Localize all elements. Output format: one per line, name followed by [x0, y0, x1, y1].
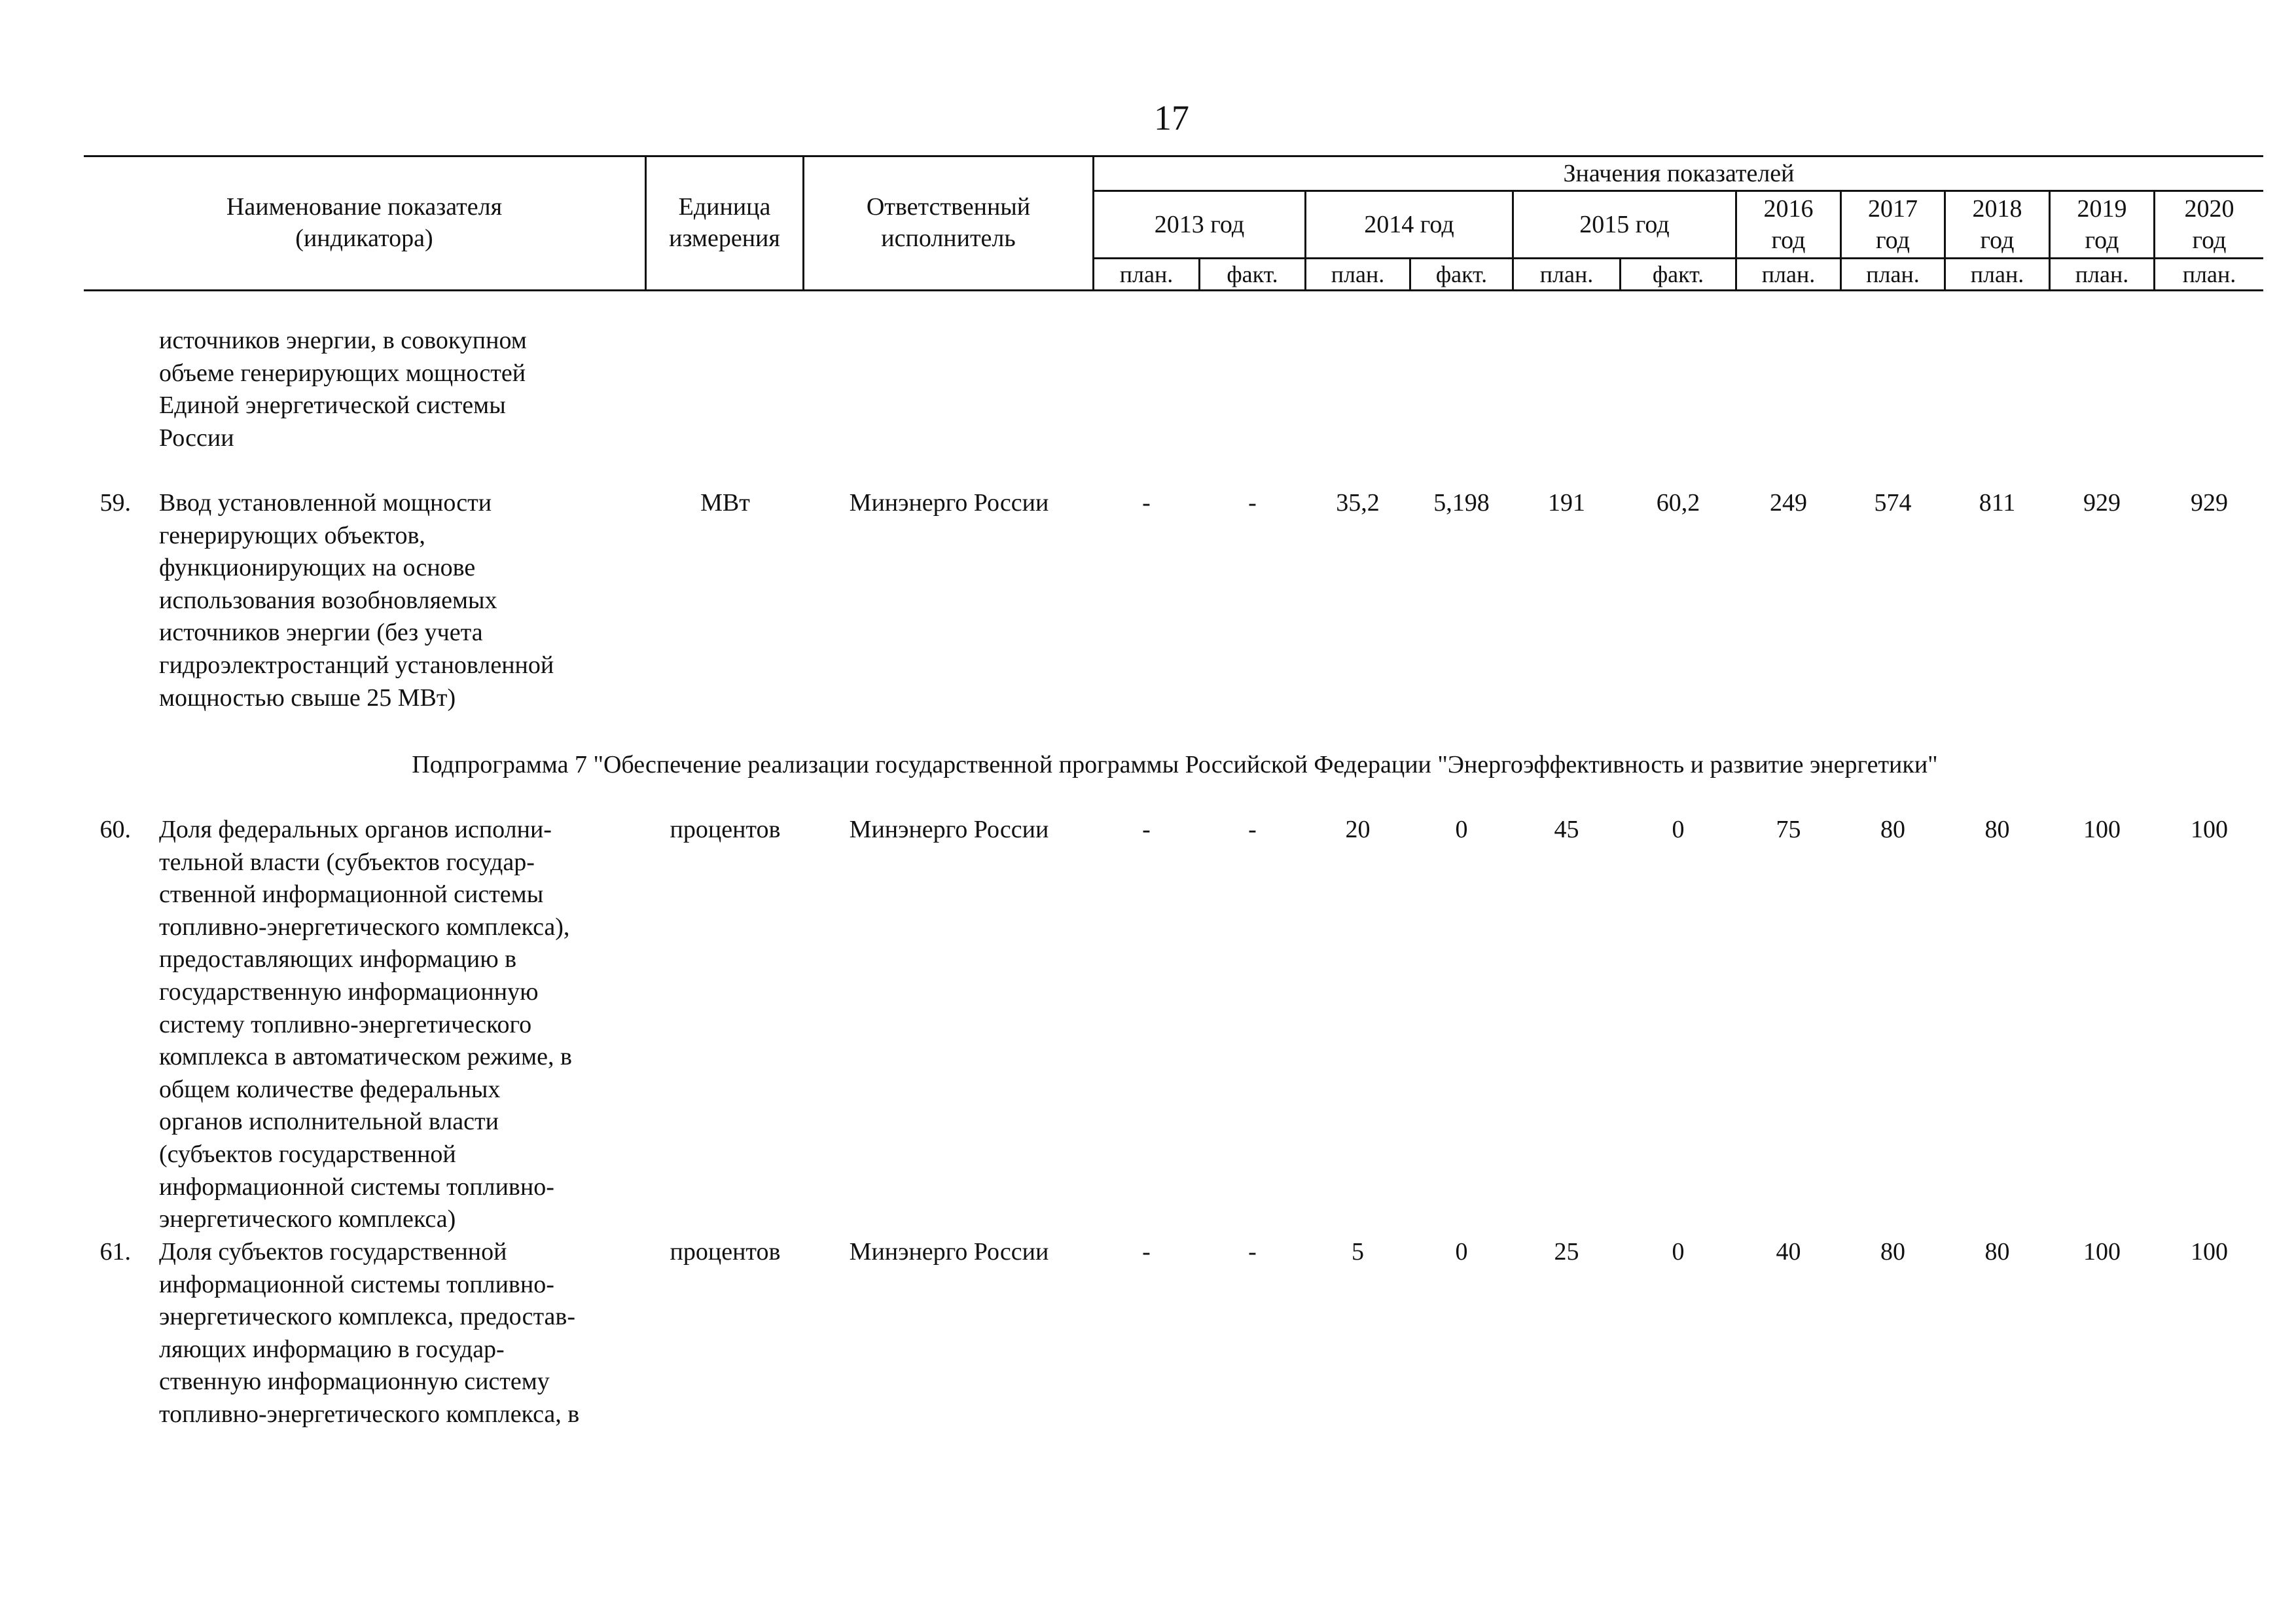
row-number: 60.: [99, 816, 131, 843]
header-year-2020: 2020 год: [2184, 195, 2234, 254]
row-value-2016-plan: 75: [1776, 816, 1801, 843]
row-value-2020-plan: 100: [2191, 1238, 2228, 1266]
header-sub-2015-fact: факт.: [1652, 261, 1704, 287]
row-number: 59.: [99, 489, 131, 517]
row-value-2016-plan: 249: [1770, 489, 1807, 517]
row-unit: процентов: [670, 1238, 781, 1266]
row-value-2015-plan: 191: [1548, 489, 1585, 517]
header-indicator-name: Наименование показателя (индикатора): [226, 193, 503, 252]
row-number: 61.: [99, 1238, 131, 1266]
header-sub-2020-plan: план.: [2182, 261, 2236, 287]
header-responsible: Ответственный исполнитель: [866, 193, 1031, 252]
row-responsible: Минэнерго России: [849, 816, 1049, 843]
row-value-2018-plan: 811: [1979, 489, 2016, 517]
row-value-2014-fact: 0: [1455, 1238, 1468, 1266]
row-indicator-text: Доля субъектов государственной информационной системы топливно- энергетического комплекса, предостав- ляющих информацию в государ- ственную информационную систему топливно-энергетического комплекса, в: [159, 1238, 580, 1428]
row-value-2016-plan: 40: [1776, 1238, 1801, 1266]
row-value-2013-fact: -: [1248, 489, 1257, 517]
header-year-2018: 2018 год: [1972, 195, 2022, 254]
page-number: 17: [1154, 98, 1189, 137]
header-year-2019: 2019 год: [2077, 195, 2127, 254]
row-value-2015-plan: 25: [1554, 1238, 1579, 1266]
row-unit: процентов: [670, 816, 781, 843]
subprogram-title: Подпрограмма 7 "Обеспечение реализации государственной программы Российской Федерации "Энергоэффективность и развитие энергетики": [412, 751, 1938, 778]
row-value-2015-plan: 45: [1554, 816, 1579, 843]
row-value-2013-plan: -: [1142, 489, 1151, 517]
header-year-2016: 2016 год: [1763, 195, 1814, 254]
header-sub-2018-plan: план.: [1970, 261, 2024, 287]
header-sub-2014-fact: факт.: [1435, 261, 1488, 287]
header-sub-2019-plan: план.: [2075, 261, 2129, 287]
row-value-2017-plan: 80: [1880, 1238, 1905, 1266]
header-sub-2017-plan: план.: [1866, 261, 1920, 287]
row-unit: МВт: [700, 489, 750, 517]
header-sub-2016-plan: план.: [1761, 261, 1816, 287]
row-value-2020-plan: 100: [2191, 816, 2228, 843]
header-year-2014: 2014 год: [1364, 211, 1454, 238]
header-sub-2014-plan: план.: [1331, 261, 1385, 287]
row-value-2014-fact: 0: [1455, 816, 1468, 843]
header-year-2017: 2017 год: [1868, 195, 1918, 254]
header-year-2015: 2015 год: [1579, 211, 1670, 238]
row-value-2018-plan: 80: [1984, 816, 2010, 843]
row-value-2018-plan: 80: [1984, 1238, 2010, 1266]
row-value-2015-fact: 60,2: [1656, 489, 1700, 517]
header-sub-2013-fact: факт.: [1227, 261, 1278, 287]
row-value-2014-plan: 35,2: [1336, 489, 1380, 517]
row-value-2015-fact: 0: [1672, 816, 1685, 843]
header-sub-2015-plan: план.: [1539, 261, 1594, 287]
row-indicator-text: Доля федеральных органов исполни- тельной власти (субъектов государ- ственной информационной системы топливно-энергетического комплекса), предоставляющих информацию в государственную информационную систему топливно-энергетического комплекса в автоматическом режиме, в общем количестве федеральных органов исполнительной власти (субъектов государственной информационной системы топливно- энергетического комплекса): [159, 816, 572, 1233]
header-year-2013: 2013 год: [1154, 211, 1245, 238]
row-indicator-text: Ввод установленной мощности генерирующих объектов, функционирующих на основе использования возобновляемых источников энергии (без учета гидроэлектростанций установленной мощностью свыше 25 МВт): [159, 489, 554, 712]
header-values-title: Значения показателей: [1563, 160, 1795, 187]
row-value-2017-plan: 80: [1880, 816, 1905, 843]
header-unit: Единица измерения: [669, 193, 780, 252]
row-value-2015-fact: 0: [1672, 1238, 1685, 1266]
row-responsible: Минэнерго России: [849, 1238, 1049, 1266]
header-sub-2013-plan: план.: [1119, 261, 1174, 287]
row-value-2013-fact: -: [1248, 1238, 1257, 1266]
header-bottom-rule: [84, 289, 2263, 291]
row-value-2020-plan: 929: [2191, 489, 2228, 517]
row-value-2014-fact: 5,198: [1433, 489, 1490, 517]
row-value-2019-plan: 100: [2083, 816, 2121, 843]
row-value-2014-plan: 20: [1345, 816, 1371, 843]
row-value-2019-plan: 929: [2083, 489, 2121, 517]
row-responsible: Минэнерго России: [849, 489, 1049, 517]
continuation-indicator-text: источников энергии, в совокупном объеме генерирующих мощностей Единой энергетической системы России: [159, 327, 527, 452]
row-value-2013-plan: -: [1142, 816, 1151, 843]
row-value-2017-plan: 574: [1874, 489, 1912, 517]
row-value-2014-plan: 5: [1352, 1238, 1364, 1266]
row-value-2019-plan: 100: [2083, 1238, 2121, 1266]
row-value-2013-plan: -: [1142, 1238, 1151, 1266]
row-value-2013-fact: -: [1248, 816, 1257, 843]
